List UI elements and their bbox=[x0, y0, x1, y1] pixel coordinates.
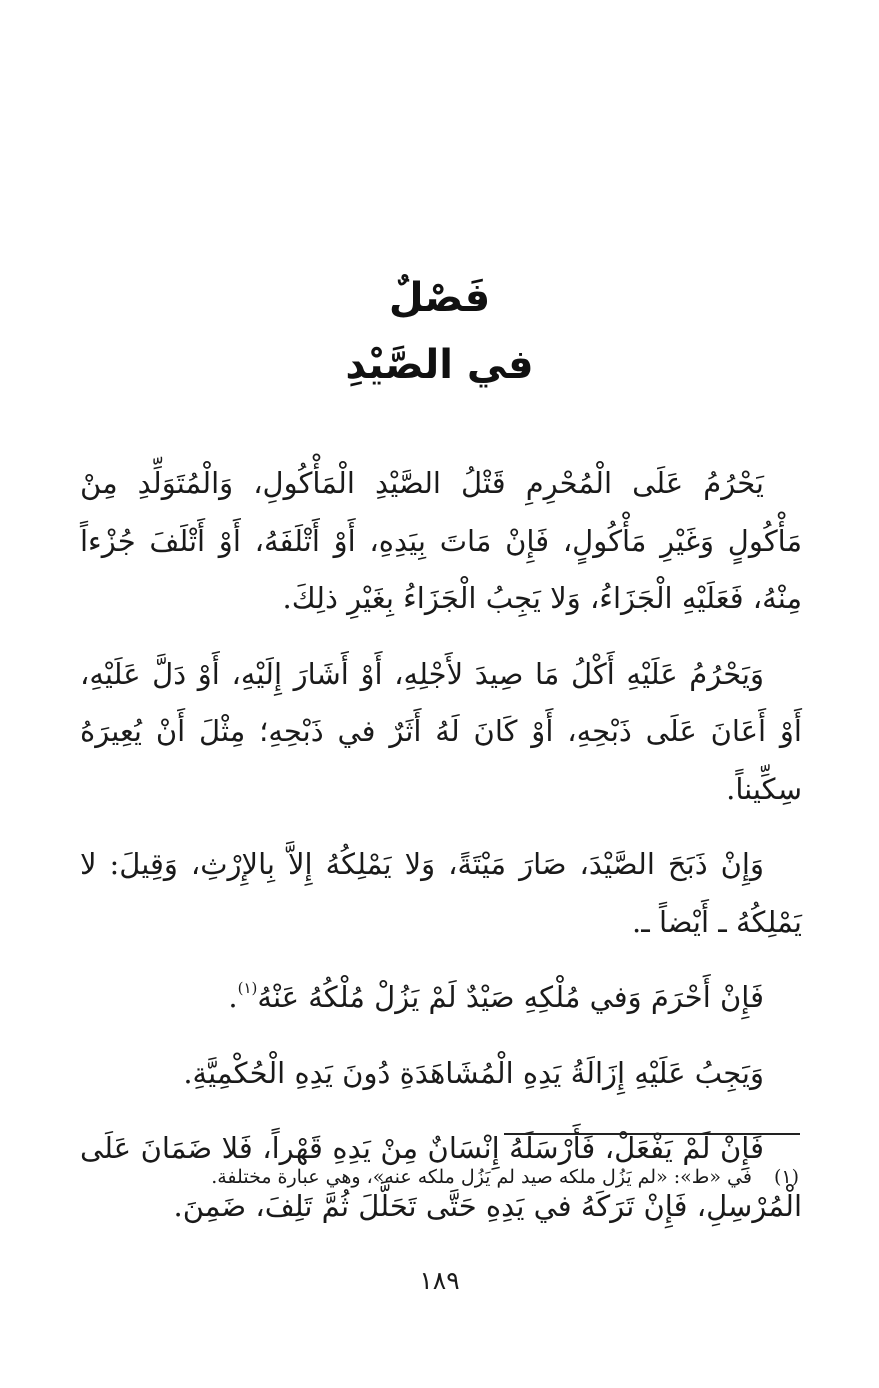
paragraph-4-end: . bbox=[228, 980, 238, 1014]
page-number: ١٨٩ bbox=[419, 1266, 460, 1295]
footnote-text: في «ط»: «لم يَزُل ملكه صيد لم يَزُل ملكه عنه»، وهي عبارة مختلفة. bbox=[211, 1166, 752, 1188]
paragraph-1: يَحْرُمُ عَلَى الْمُحْرِمِ قَتْلُ الصَّيْدِ الْمَأْكُولِ، وَالْمُتَوَلِّدِ مِنْ مَأْكُولٍ وَغَيْرِ مَأْكُولٍ، فَإِنْ مَاتَ بِيَدِهِ، أَوْ أَتْلَفَهُ، أَوْ أَتْلَفَ جُزْءاً مِنْهُ، فَعَلَيْهِ الْجَزَاءُ، وَلا يَجِبُ الْجَزَاءُ بِغَيْرِ ذلِكَ. bbox=[80, 466, 802, 615]
section-title: فَصْلٌ bbox=[388, 275, 491, 321]
paragraph-2: وَيَحْرُمُ عَلَيْهِ أَكْلُ مَا صِيدَ لأَجْلِهِ، أَوْ أَشَارَ إِلَيْهِ، أَوْ دَلَّ عَلَيْهِ، أَوْ أَعَانَ عَلَى ذَبْحِهِ، أَوْ كَانَ لَهُ أَثَرٌ في ذَبْحِهِ؛ مِثْلَ أَنْ يُعِيرَهُ سِكِّيناً. bbox=[80, 656, 802, 806]
paragraph-3: وَإِنْ ذَبَحَ الصَّيْدَ، صَارَ مَيْتَةً، وَلا يَمْلِكُهُ إِلاَّ بِالإِرْثِ، وَقِيلَ: لا يَمْلِكُهُ ـ أَيْضاً ـ. bbox=[80, 847, 802, 939]
paragraph-4 bbox=[80, 969, 802, 1027]
paragraph-4-text: فَإِنْ أَحْرَمَ وَفي مُلْكِهِ صَيْدٌ لَمْ يَزُلْ مُلْكُهُ عَنْهُ bbox=[257, 980, 764, 1014]
footnote-marker[interactable]: (١) bbox=[237, 979, 258, 997]
paragraph-5: وَيَجِبُ عَلَيْهِ إِزَالَةُ يَدِهِ الْمُشَاهَدَةِ دُونَ يَدِهِ الْحُكْمِيَّةِ. bbox=[183, 1055, 764, 1090]
footnote-number: (١) bbox=[773, 1166, 799, 1188]
section-subtitle: في الصَّيْدِ bbox=[345, 342, 534, 388]
footnote-divider bbox=[504, 1133, 800, 1135]
body-text bbox=[80, 455, 802, 1235]
footnote bbox=[77, 1163, 799, 1191]
paragraph-6: فَإِنْ لَمْ يَفْعَلْ، فَأَرْسَلَهُ إِنْسَانٌ مِنْ يَدِهِ قَهْراً، فَلا ضَمَانَ عَلَى الْمُرْسِلِ، فَإِنْ تَرَكَهُ في يَدِهِ حَتَّى تَحَلَّلَ ثُمَّ تَلِفَ، ضَمِنَ. bbox=[80, 1131, 802, 1223]
